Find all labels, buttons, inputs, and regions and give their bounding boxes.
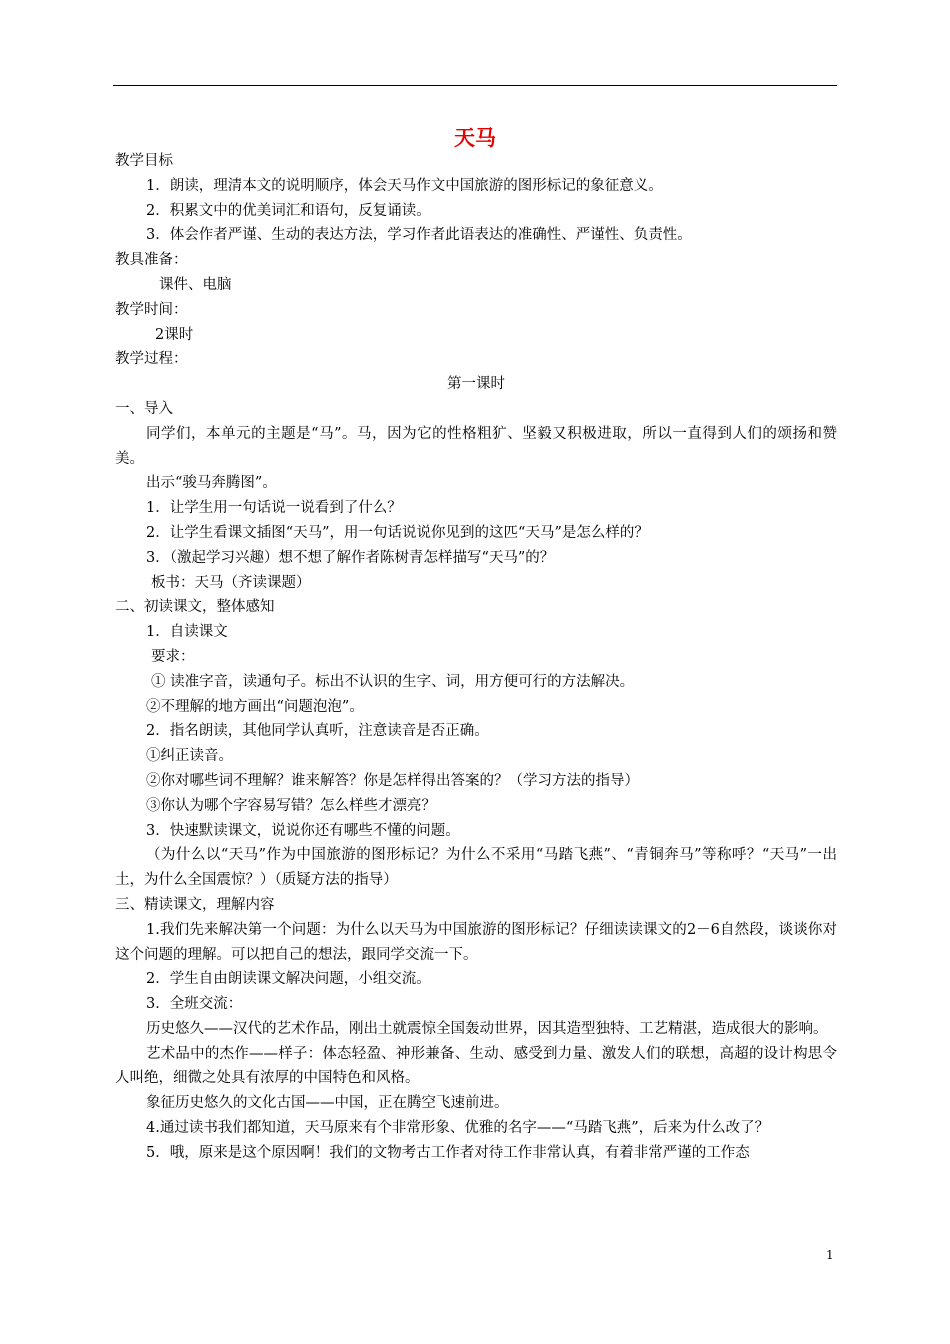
paragraph: 5．哦，原来是这个原因啊！我们的文物考古工作者对待工作非常认真，有着非常严谨的工作态: [146, 1144, 750, 1161]
paragraph: 艺术品中的杰作——样子：体态轻盈、神形兼备、生动、感受到力量、激发人们的联想，高超的设计构思令人叫绝，细微之处具有浓厚的中国特色和风格。: [115, 1045, 837, 1087]
paragraph: 课件、电脑: [159, 276, 232, 293]
paragraph: 1.我们先来解决第一个问题：为什么以天马为中国旅游的图形标记？仔细读读课文的2－6自然段，谈谈你对这个问题的理解。可以把自己的想法，跟同学交流一下。: [115, 921, 837, 963]
paragraph: ①纠正读音。: [146, 748, 233, 765]
paragraph: 教学过程：: [115, 351, 188, 368]
paragraph: 出示“骏马奔腾图”。: [146, 475, 277, 492]
paragraph: 三、精读课文，理解内容: [115, 896, 275, 913]
paragraph: （为什么以“天马”作为中国旅游的图形标记？为什么不采用“马踏飞燕”、“青铜奔马”等称呼？“天马”一出土，为什么全国震惊？）（质疑方法的指导）: [115, 847, 837, 889]
paragraph: ① 读准字音，读通句子。标出不认识的生字、词，用方便可行的方法解决。: [151, 673, 635, 690]
paragraph: 教学目标: [115, 153, 173, 169]
paragraph: 1．朗读，理清本文的说明顺序，体会天马作文中国旅游的图形标记的象征意义。: [146, 177, 663, 194]
paragraph: ③你认为哪个字容易写错？怎么样些才漂亮？: [146, 797, 436, 814]
paragraph: 二、初读课文，整体感知: [115, 599, 275, 616]
paragraph: 第一课时: [447, 376, 505, 393]
paragraph: 2．积累文中的优美词汇和语句，反复诵读。: [146, 202, 431, 219]
paragraph: ②不理解的地方画出“问题泡泡”。: [146, 698, 364, 715]
paragraph: 教具准备：: [115, 252, 188, 269]
paragraph: ②你对哪些词不理解？谁来解答？你是怎样得出答案的？（学习方法的指导）: [146, 772, 639, 789]
page-number: 1: [826, 1248, 834, 1262]
paragraph: 2课时: [155, 326, 194, 343]
paragraph: 4.通过读书我们都知道，天马原来有个非常形象、优雅的名字——“马踏飞燕”，后来为什么改了？: [146, 1120, 770, 1137]
paragraph: 3．（激起学习兴趣）想不想了解作者陈树青怎样描写“天马”的？: [146, 549, 555, 566]
paragraph: 2．让学生看课文插图“天马”，用一句话说说你见到的这匹“天马”是怎么样的？: [146, 524, 649, 541]
paragraph: 3．全班交流：: [146, 996, 243, 1013]
document-title: 天马: [454, 126, 496, 150]
header-rule: [113, 85, 837, 86]
paragraph: 3．快速默读课文，说说你还有哪些不懂的问题。: [146, 822, 460, 839]
document-body: [115, 149, 837, 1166]
paragraph: 2．学生自由朗读课文解决问题，小组交流。: [146, 971, 431, 988]
paragraph: 教学时间：: [115, 301, 188, 318]
paragraph: 象征历史悠久的文化古国——中国，正在腾空飞速前进。: [146, 1095, 509, 1112]
paragraph: 1．自读课文: [146, 624, 228, 641]
paragraph: 板书：天马（齐读课题）: [151, 574, 311, 591]
paragraph: 一、导入: [115, 400, 173, 417]
paragraph: 1．让学生用一句话说一说看到了什么？: [146, 500, 402, 517]
paragraph: 历史悠久——汉代的艺术作品，刚出土就震惊全国轰动世界，因其造型独特、工艺精湛，造成很大的影响。: [146, 1020, 828, 1037]
paragraph: 要求：: [151, 648, 195, 665]
paragraph: 同学们，本单元的主题是“马”。马，因为它的性格粗犷、坚毅又积极进取，所以一直得到人们的颂扬和赞美。: [115, 425, 837, 467]
paragraph: 3．体会作者严谨、生动的表达方法，学习作者此语表达的准确性、严谨性、负责性。: [146, 227, 692, 244]
paragraph: 2．指名朗读，其他同学认真听，注意读音是否正确。: [146, 723, 489, 740]
